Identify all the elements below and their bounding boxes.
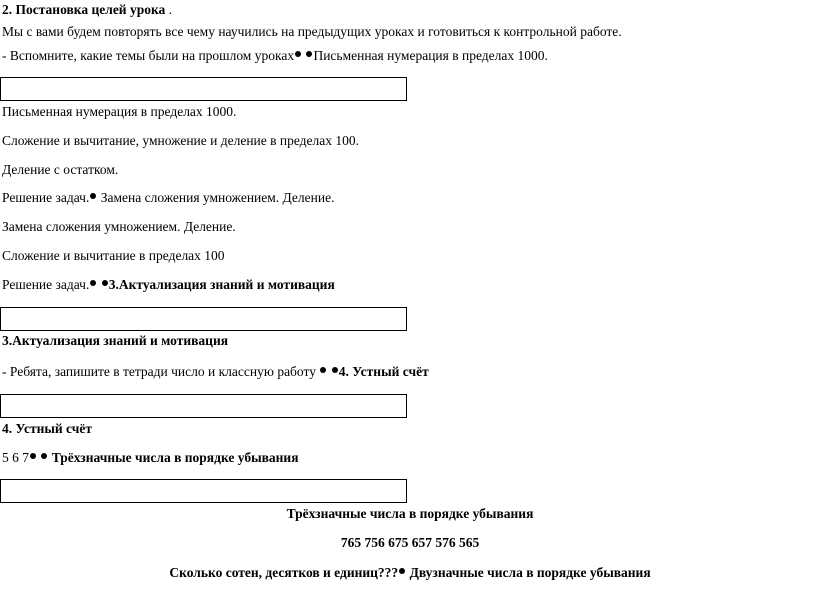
recall-topics-tail: Письменная нумерация в пределах 1000. <box>313 48 548 63</box>
topic-item: Сложение и вычитание в пределах 100 <box>2 248 225 263</box>
topic-item: Деление с остатком. <box>2 162 119 177</box>
bullet-icon <box>41 453 47 459</box>
section-heading-oral-count: 4. Устный счёт <box>2 421 93 436</box>
topic-item <box>2 277 335 293</box>
task-question-line <box>0 565 816 581</box>
answer-box[interactable] <box>0 307 407 331</box>
topic-item-text: Решение задач. <box>2 190 90 205</box>
bullet-icon <box>90 193 96 199</box>
topic-item: Сложение и вычитание, умножение и деление в пределах 100. <box>2 133 360 148</box>
answer-box[interactable] <box>0 394 407 418</box>
bullet-icon <box>320 367 326 373</box>
answer-box[interactable] <box>0 77 407 101</box>
bullet-icon <box>30 453 36 459</box>
answer-box[interactable] <box>0 479 407 503</box>
section-heading-goals <box>2 2 172 18</box>
topic-item-tail: Замена сложения умножением. Деление. <box>97 190 335 205</box>
bullet-icon <box>102 280 108 286</box>
topic-item: Письменная нумерация в пределах 1000. <box>2 104 237 119</box>
bullet-icon <box>90 280 96 286</box>
topic-item-text: Решение задач. <box>2 277 90 292</box>
instruction-text: - Ребята, запишите в тетради число и классную работу <box>2 364 320 379</box>
goals-heading-text: 2. Постановка целей урока <box>2 2 166 17</box>
bullet-icon <box>295 51 301 57</box>
bullet-icon <box>306 51 312 57</box>
task-question-tail: Двузначные числа в порядке убывания <box>406 565 651 580</box>
number-sequence: 765 756 675 657 576 565 <box>340 535 480 550</box>
recall-topics-line <box>2 48 548 64</box>
goals-heading-tail: . <box>165 2 173 17</box>
bullet-icon <box>399 568 405 574</box>
task-question-text: Сколько сотен, десятков и единиц??? <box>169 565 399 580</box>
topic-item-tail: 3.Актуализация знаний и мотивация <box>108 277 335 292</box>
task-heading-three-digit: Трёхзначные числа в порядке убывания <box>286 506 534 521</box>
intro-paragraph: Мы с вами будем повторять все чему научились на предыдущих уроках и готовиться к контрольной работе. <box>2 24 622 39</box>
section-heading-actualization: 3.Актуализация знаний и мотивация <box>2 333 229 348</box>
topic-item: Замена сложения умножением. Деление. <box>2 219 236 234</box>
numbers-tail: Трёхзначные числа в порядке убывания <box>48 450 299 465</box>
topic-item <box>2 190 334 206</box>
numbers-text: 5 6 7 <box>2 450 29 465</box>
numbers-line <box>2 450 299 466</box>
instruction-tail: 4. Устный счёт <box>338 364 429 379</box>
recall-topics-text: - Вспомните, какие темы были на прошлом уроках <box>2 48 295 63</box>
instruction-line <box>2 364 429 380</box>
bullet-icon <box>332 367 338 373</box>
